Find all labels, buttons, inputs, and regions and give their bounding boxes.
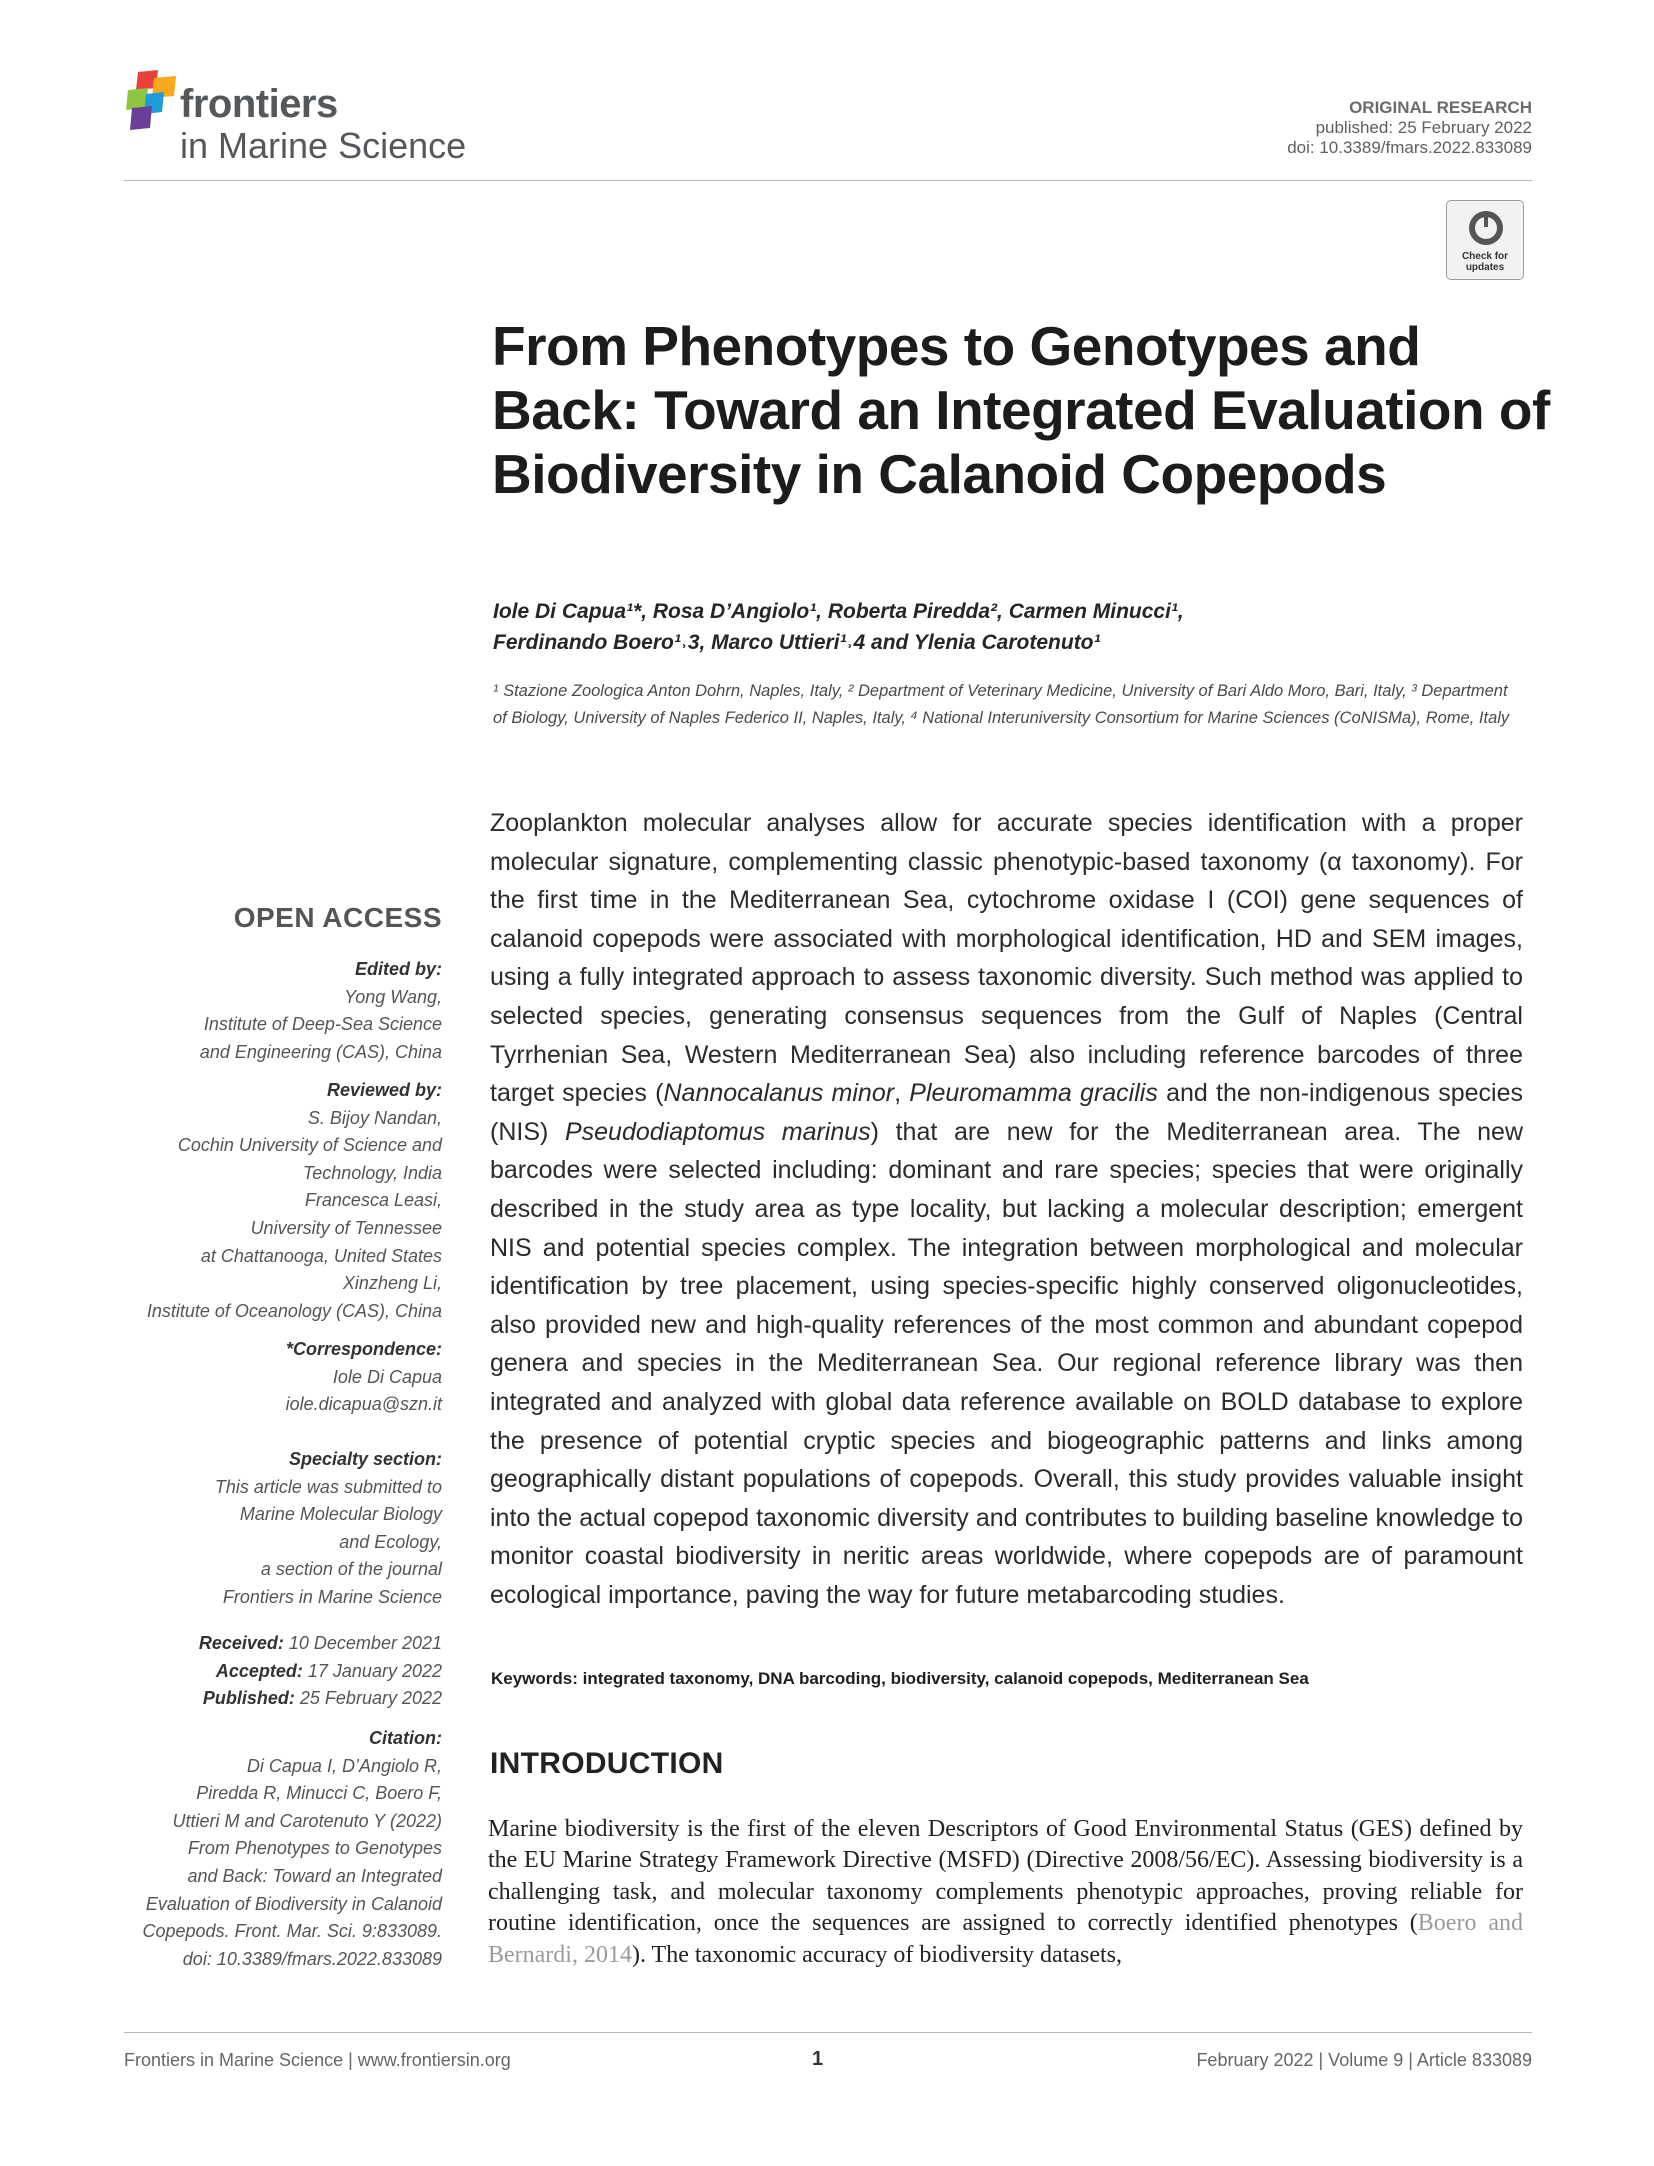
specialty-line: and Ecology,: [339, 1531, 442, 1552]
correspondence-email[interactable]: iole.dicapua@szn.it: [285, 1394, 442, 1415]
correspondence-label: *Correspondence:: [285, 1339, 442, 1359]
citation-line: Di Capua I, D’Angiolo R,: [246, 1755, 442, 1776]
received-value: 10 December 2021: [283, 1633, 442, 1653]
specialty-section: [22, 1446, 442, 1612]
published-label: Published:: [202, 1688, 295, 1709]
citation-line: Evaluation of Biodiversity in Calanoid: [145, 1893, 442, 1914]
edited-by: [22, 956, 442, 1066]
correspondence: [22, 1336, 442, 1419]
reviewed-by: [22, 1077, 442, 1325]
intro-paragraph: [488, 1814, 1523, 1971]
reviewer-line: Francesca Leasi,: [304, 1190, 442, 1211]
article-type: ORIGINAL RESEARCH: [1349, 98, 1532, 117]
frontiers-logo-icon: [124, 70, 182, 132]
reviewer-line: at Chattanooga, United States: [200, 1245, 442, 1266]
reviewed-label: Reviewed by:: [326, 1080, 442, 1100]
authors-line: Iole Di Capua¹*, Rosa D’Angiolo¹, Roberta Piredda², Carmen Minucci¹,: [493, 600, 1184, 623]
body-text: Marine biodiversity is the first of the eleven Descriptors of Good Environmental Status (GES) defined by the EU Marine Strategy Framework Directive (MSFD) (Directive 2008/56/EC). Assessing biodiversity is a challenging task, and molecular taxonomy complements phenotypic approaches, proving reliable for routine identification, once the sequences are assigned to correctly identified phenotypes (: [488, 1816, 1523, 1937]
species-name: Pseudodiaptomus marinus: [564, 1117, 871, 1146]
article-meta: [1287, 98, 1532, 158]
received-date: [22, 1630, 442, 1658]
reviewer-line: Cochin University of Science and: [177, 1135, 442, 1156]
specialty-line: a section of the journal: [260, 1559, 442, 1580]
citation-line: Copepods. Front. Mar. Sci. 9:833089.: [142, 1921, 442, 1942]
accepted-value: 17 January 2022: [302, 1660, 442, 1681]
citation-line: Piredda R, Minucci C, Boero F,: [196, 1783, 442, 1804]
citation-line: From Phenotypes to Genotypes: [187, 1838, 442, 1859]
correspondence-name: Iole Di Capua: [332, 1366, 442, 1387]
header-divider: [124, 180, 1532, 181]
citation-line: and Back: Toward an Integrated: [187, 1865, 442, 1886]
abstract-text: Zooplankton molecular analyses allow for accurate species identification with a proper molecular signature, complementing classic phenotypic-based taxonomy (α taxonomy). For the first time in the Mediterranean Sea, cytochrome oxidase I (COI) gene sequences of calanoid copepods were associated with morphological identification, HD and SEM images, using a fully integrated approach to assess taxonomic diversity. Such method was applied to selected species, generating consensus sequences from the Gulf of Naples (Central Tyrrhenian Sea, Western Mediterranean Sea) also including reference barcodes of three target species (: [490, 809, 1523, 1108]
footer-journal[interactable]: Frontiers in Marine Science | www.frontiersin.org: [124, 2050, 511, 2070]
body-text: ). The taxonomic accuracy of biodiversity datasets,: [631, 1941, 1123, 1968]
section-heading: INTRODUCTION: [490, 1747, 724, 1780]
published-date-side: [22, 1685, 442, 1713]
editor-line: Institute of Deep-Sea Science: [203, 1014, 442, 1035]
edited-label: Edited by:: [354, 959, 442, 979]
brand-name: frontiers: [180, 82, 338, 126]
specialty-line: Frontiers in Marine Science: [222, 1586, 442, 1607]
specialty-line: Marine Molecular Biology: [239, 1504, 442, 1525]
footer-issue: February 2022 | Volume 9 | Article 833089: [1196, 2050, 1532, 2070]
page-number: 1: [812, 2048, 824, 2070]
citation-line: Uttieri M and Carotenuto Y (2022): [172, 1810, 442, 1831]
citation-label: Citation:: [369, 1728, 442, 1748]
abstract-text: and the non-indigenous species (NIS): [490, 1079, 1523, 1146]
keywords-label: Keywords:: [491, 1669, 578, 1688]
article-title: From Phenotypes to Genotypes and Back: Toward an Integrated Evaluation of Biodiversity in Calanoid Copepods: [492, 315, 1550, 505]
reviewer-line: Xinzheng Li,: [342, 1273, 442, 1294]
dates: [22, 1630, 442, 1713]
abstract: [490, 804, 1523, 1614]
accepted-date: [22, 1658, 442, 1686]
article-doi[interactable]: doi: 10.3389/fmars.2022.833089: [1287, 138, 1532, 157]
specialty-label: Specialty section:: [288, 1449, 442, 1469]
citation-link[interactable]: Boero and Bernardi, 2014: [488, 1910, 1523, 1968]
check-updates-label: Check for updates: [1461, 251, 1509, 273]
check-for-updates-button[interactable]: [1446, 200, 1524, 280]
received-label: Received:: [198, 1633, 284, 1653]
open-access-label: OPEN ACCESS: [233, 902, 442, 933]
published-date: published: 25 February 2022: [1315, 118, 1532, 137]
citation: [22, 1725, 442, 1973]
author-list: [493, 596, 1553, 658]
authors-line: Ferdinando Boero¹˒3, Marco Uttieri¹˒4 and Ylenia Carotenuto¹: [493, 631, 1101, 654]
journal-logo: [124, 66, 504, 170]
species-name: Nannocalanus minor: [663, 1079, 895, 1108]
reviewer-line: University of Tennessee: [250, 1217, 442, 1238]
accepted-label: Accepted:: [215, 1660, 303, 1681]
journal-name: in Marine Science: [180, 125, 467, 166]
abstract-text: ) that are new for the Mediterranean area. The new barcodes were selected including: dominant and rare species; species that were originally described in the study area as type locality, but lacking a molecular description; emergent NIS and potential species complex. The integration between morphological and molecular identification by tree placement, using species-specific highly conserved oligonucleotides, also provided new and high-quality references of the most common and abundant copepod genera and species in the Mediterranean Sea. Our regional reference library was then integrated and analyzed with global data reference available on BOLD database to explore the presence of potential cryptic species and biogeographic patterns and links among geographically distant populations of copepods. Overall, this study provides valuable insight into the actual copepod taxonomic diversity and contributes to building baseline knowledge to monitor coastal biodiversity in neritic areas worldwide, where copepods are of paramount ecological importance, paving the way for future metabarcoding studies.: [490, 1117, 1523, 1609]
editor-line: Yong Wang,: [344, 986, 442, 1007]
reviewer-line: Technology, India: [302, 1162, 442, 1183]
species-name: Pleuromamma gracilis: [909, 1079, 1158, 1108]
affiliations: ¹ Stazione Zoologica Anton Dohrn, Naples, Italy, ² Department of Veterinary Medicine, University of Bari Aldo Moro, Bari, Italy, ³ Department of Biology, University of Naples Federico II, Naples, Italy, ⁴ National Interuniversity Consortium for Marine Sciences (CoNISMa), Rome, Italy: [493, 682, 1510, 727]
reviewer-line: Institute of Oceanology (CAS), China: [146, 1300, 442, 1321]
editor-line: and Engineering (CAS), China: [199, 1041, 442, 1062]
published-value: 25 February 2022: [294, 1688, 442, 1709]
keywords-list: integrated taxonomy, DNA barcoding, biodiversity, calanoid copepods, Mediterranean Sea: [582, 1669, 1309, 1688]
specialty-line: This article was submitted to: [214, 1476, 442, 1497]
reviewer-line: S. Bijoy Nandan,: [307, 1107, 442, 1128]
keywords: [491, 1669, 1531, 1689]
check-updates-icon: [1467, 209, 1505, 247]
citation-line[interactable]: doi: 10.3389/fmars.2022.833089: [182, 1948, 442, 1969]
footer-divider: [124, 2032, 1532, 2033]
abstract-text: ,: [894, 1079, 910, 1108]
